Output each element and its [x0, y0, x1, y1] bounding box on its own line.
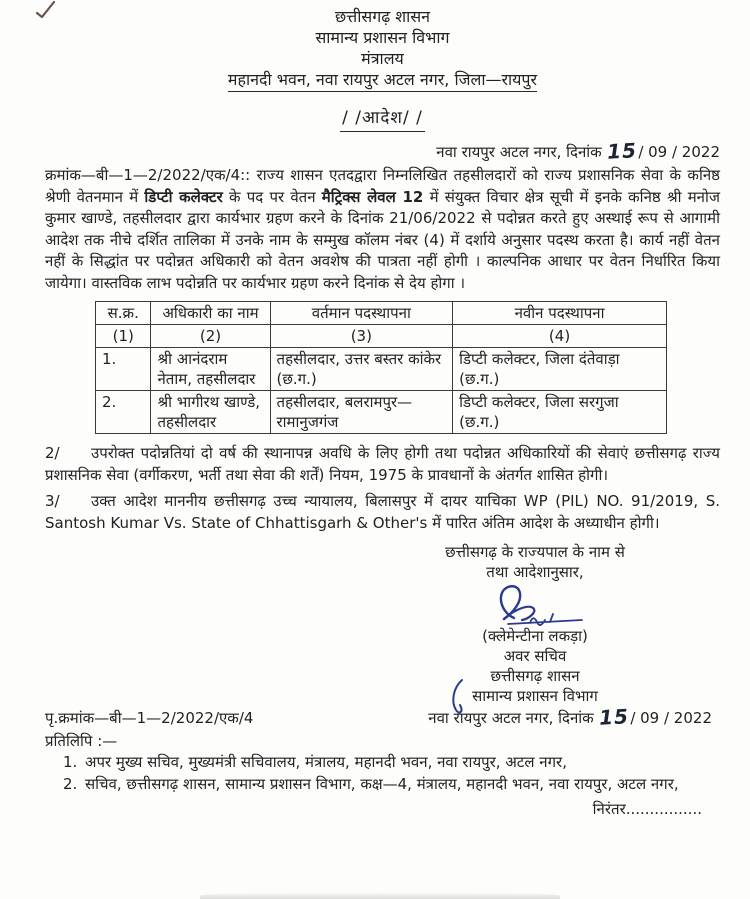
cell-serial: 2.	[96, 391, 151, 434]
column-number: (2)	[151, 325, 270, 348]
paragraph-text: उक्त आदेश माननीय छत्तीसगढ़ उच्च न्यायालय, बिलासपुर में दायर याचिका WP (PIL) NO. 91/2019, S. Santosh Kumar Vs. State of Chhattisgarh & Other's में पारित अंतिम आदेश के अध्याधीन होगी।	[45, 492, 720, 532]
column-number: (1)	[96, 325, 151, 348]
signatory-government: छत्तीसगढ़ शासन	[490, 667, 580, 685]
on-behalf-of-governor: छत्तीसगढ़ के राज्यपाल के नाम से	[445, 543, 625, 561]
table-header-row	[96, 302, 667, 325]
column-number: (3)	[270, 325, 453, 348]
letterhead-address: महानदी भवन, नवा रायपुर अटल नगर, जिला—रायपुर	[45, 69, 720, 92]
highlighted-pay-level: मैट्रिक्स लेवल 12	[321, 187, 424, 206]
letterhead	[45, 6, 720, 132]
paragraph-text: क्रमांक—बी—1—2/2022/एक/4:: राज्य शासन एतदद्वारा निम्नलिखित तहसीलदारों को राज्य प्रशासनिक सेवा के कनिष्ठ श्रेणी वेतनमान में	[45, 166, 720, 206]
column-header-officer-name: अधिकारी का नाम	[151, 302, 270, 325]
footer-dateline: नवा रायपुर अटल नगर, दिनांक 15/ 09 / 2022	[428, 704, 712, 730]
endorsement-number: पृ.क्रमांक—बी—1—2/2022/एक/4	[45, 709, 254, 727]
signatory-department: सामान्य प्रशासन विभाग	[370, 686, 700, 706]
cell-current-posting: तहसीलदार, उत्तर बस्तर कांकेर (छ.ग.)	[270, 348, 453, 391]
column-header-serial: स.क्र.	[96, 302, 151, 325]
paragraph-number: 2/	[45, 444, 60, 462]
copy-item-number: 1.	[63, 753, 78, 771]
copy-item-text: अपर मुख्य सचिव, मुख्यमंत्री सचिवालय, मंत्रालय, महानदी भवन, नवा रायपुर, अटल नगर,	[85, 753, 567, 771]
order-title: / /आदेश/ /	[45, 108, 720, 132]
cell-new-posting: डिप्टी कलेक्टर, जिला दंतेवाड़ा (छ.ग.)	[453, 348, 667, 391]
column-number: (4)	[453, 325, 667, 348]
cell-serial: 1.	[96, 348, 151, 391]
copy-recipient-item	[45, 752, 720, 774]
column-header-new-posting: नवीन पदस्थापना	[453, 302, 667, 325]
highlighted-post-name: डिप्टी कलेक्टर	[144, 187, 223, 206]
scan-artifact	[200, 892, 560, 899]
check-mark-icon	[34, 0, 58, 20]
signature-block	[370, 542, 700, 706]
handwritten-day: 15	[598, 704, 630, 730]
signatory-name: (क्लेमेन्टीना लकड़ा)	[482, 627, 588, 645]
paragraph-text: उपरोक्त पदोन्नतियां दो वर्ष की स्थानापन्न अवधि के लिए होगी तथा पदोन्नत अधिकारियों की सेवाएं छत्तीसगढ़ राज्य प्रशासनिक सेवा (वर्गीकरण, भर्ती तथा सेवा की शर्तें) नियम, 1975 के प्रावधानों के अंतर्गत शासित होगी।	[45, 444, 720, 484]
signatory-designation: अवर सचिव	[503, 647, 567, 665]
order-paragraph-1	[45, 165, 720, 294]
table-row	[96, 391, 667, 434]
paragraph-text: के पद पर वेतन	[222, 187, 322, 206]
footer-reference-row	[45, 704, 720, 730]
cell-current-posting: तहसीलदार, बलरामपुर—रामानुजगंज	[270, 391, 453, 434]
signature-ink-icon	[470, 582, 600, 628]
copy-to-label: प्रतिलिपि :—	[45, 731, 118, 750]
pen-stroke-icon	[448, 678, 468, 718]
copy-item-number: 2.	[63, 774, 78, 793]
cell-officer-name: श्री आनंदराम नेताम, तहसीलदार	[151, 348, 270, 391]
letterhead-government: छत्तीसगढ़ शासन	[334, 7, 431, 26]
order-paragraph-2	[45, 443, 720, 486]
continuation-note: निरंतर................	[592, 800, 702, 818]
by-order-line: तथा आदेशानुसार,	[486, 563, 584, 581]
handwritten-day: 15	[606, 137, 638, 164]
copy-item-text: सचिव, छत्तीसगढ़ शासन, सामान्य प्रशासन विभाग, कक्ष—4, मंत्रालय, महानदी भवन, नवा रायपुर, अटल नगर,	[85, 774, 679, 793]
column-header-current-posting: वर्तमान पदस्थापना	[270, 302, 453, 325]
cell-new-posting: डिप्टी कलेक्टर, जिला सरगुजा (छ.ग.)	[453, 391, 667, 434]
dateline-suffix: / 09 / 2022	[638, 142, 720, 161]
letterhead-ministry: मंत्रालय	[361, 49, 404, 68]
issue-dateline	[45, 137, 720, 164]
letterhead-department: सामान्य प्रशासन विभाग	[315, 28, 450, 47]
posting-table	[95, 301, 667, 434]
table-column-number-row	[96, 325, 667, 348]
table-row	[96, 348, 667, 391]
paragraph-number: 3/	[45, 492, 60, 510]
dateline-prefix: नवा रायपुर अटल नगर, दिनांक	[436, 142, 607, 161]
paragraph-text: में संयुक्त विचार क्षेत्र सूची में इनके कनिष्ठ श्री मनोज कुमार खाण्डे, तहसीलदार द्वारा कार्यभार ग्रहण करने के दिनांक 21/06/2022 से पदोन्नत करते हुए अस्थाई रूप से आगामी आदेश तक नीचे दर्शित तालिका में उनके नाम के सम्मुख कॉलम नंबर (4) में दर्शाये अनुसार पदस्थ करता है। कार्य नहीं वेतन नहीं के सिद्धांत पर पदोन्नत अधिकारी को वेतन अवशेष की पात्रता नहीं होगी । काल्पनिक आधार पर वेतन निर्धारित किया जायेगा। वास्तविक लाभ पदोन्नति पर कार्यभार ग्रहण करने दिनांक से देय होगा ।	[45, 187, 721, 292]
copy-recipient-item	[45, 774, 720, 796]
order-paragraph-3	[45, 491, 720, 534]
cell-officer-name: श्री भागीरथ खाण्डे, तहसीलदार	[151, 391, 270, 434]
